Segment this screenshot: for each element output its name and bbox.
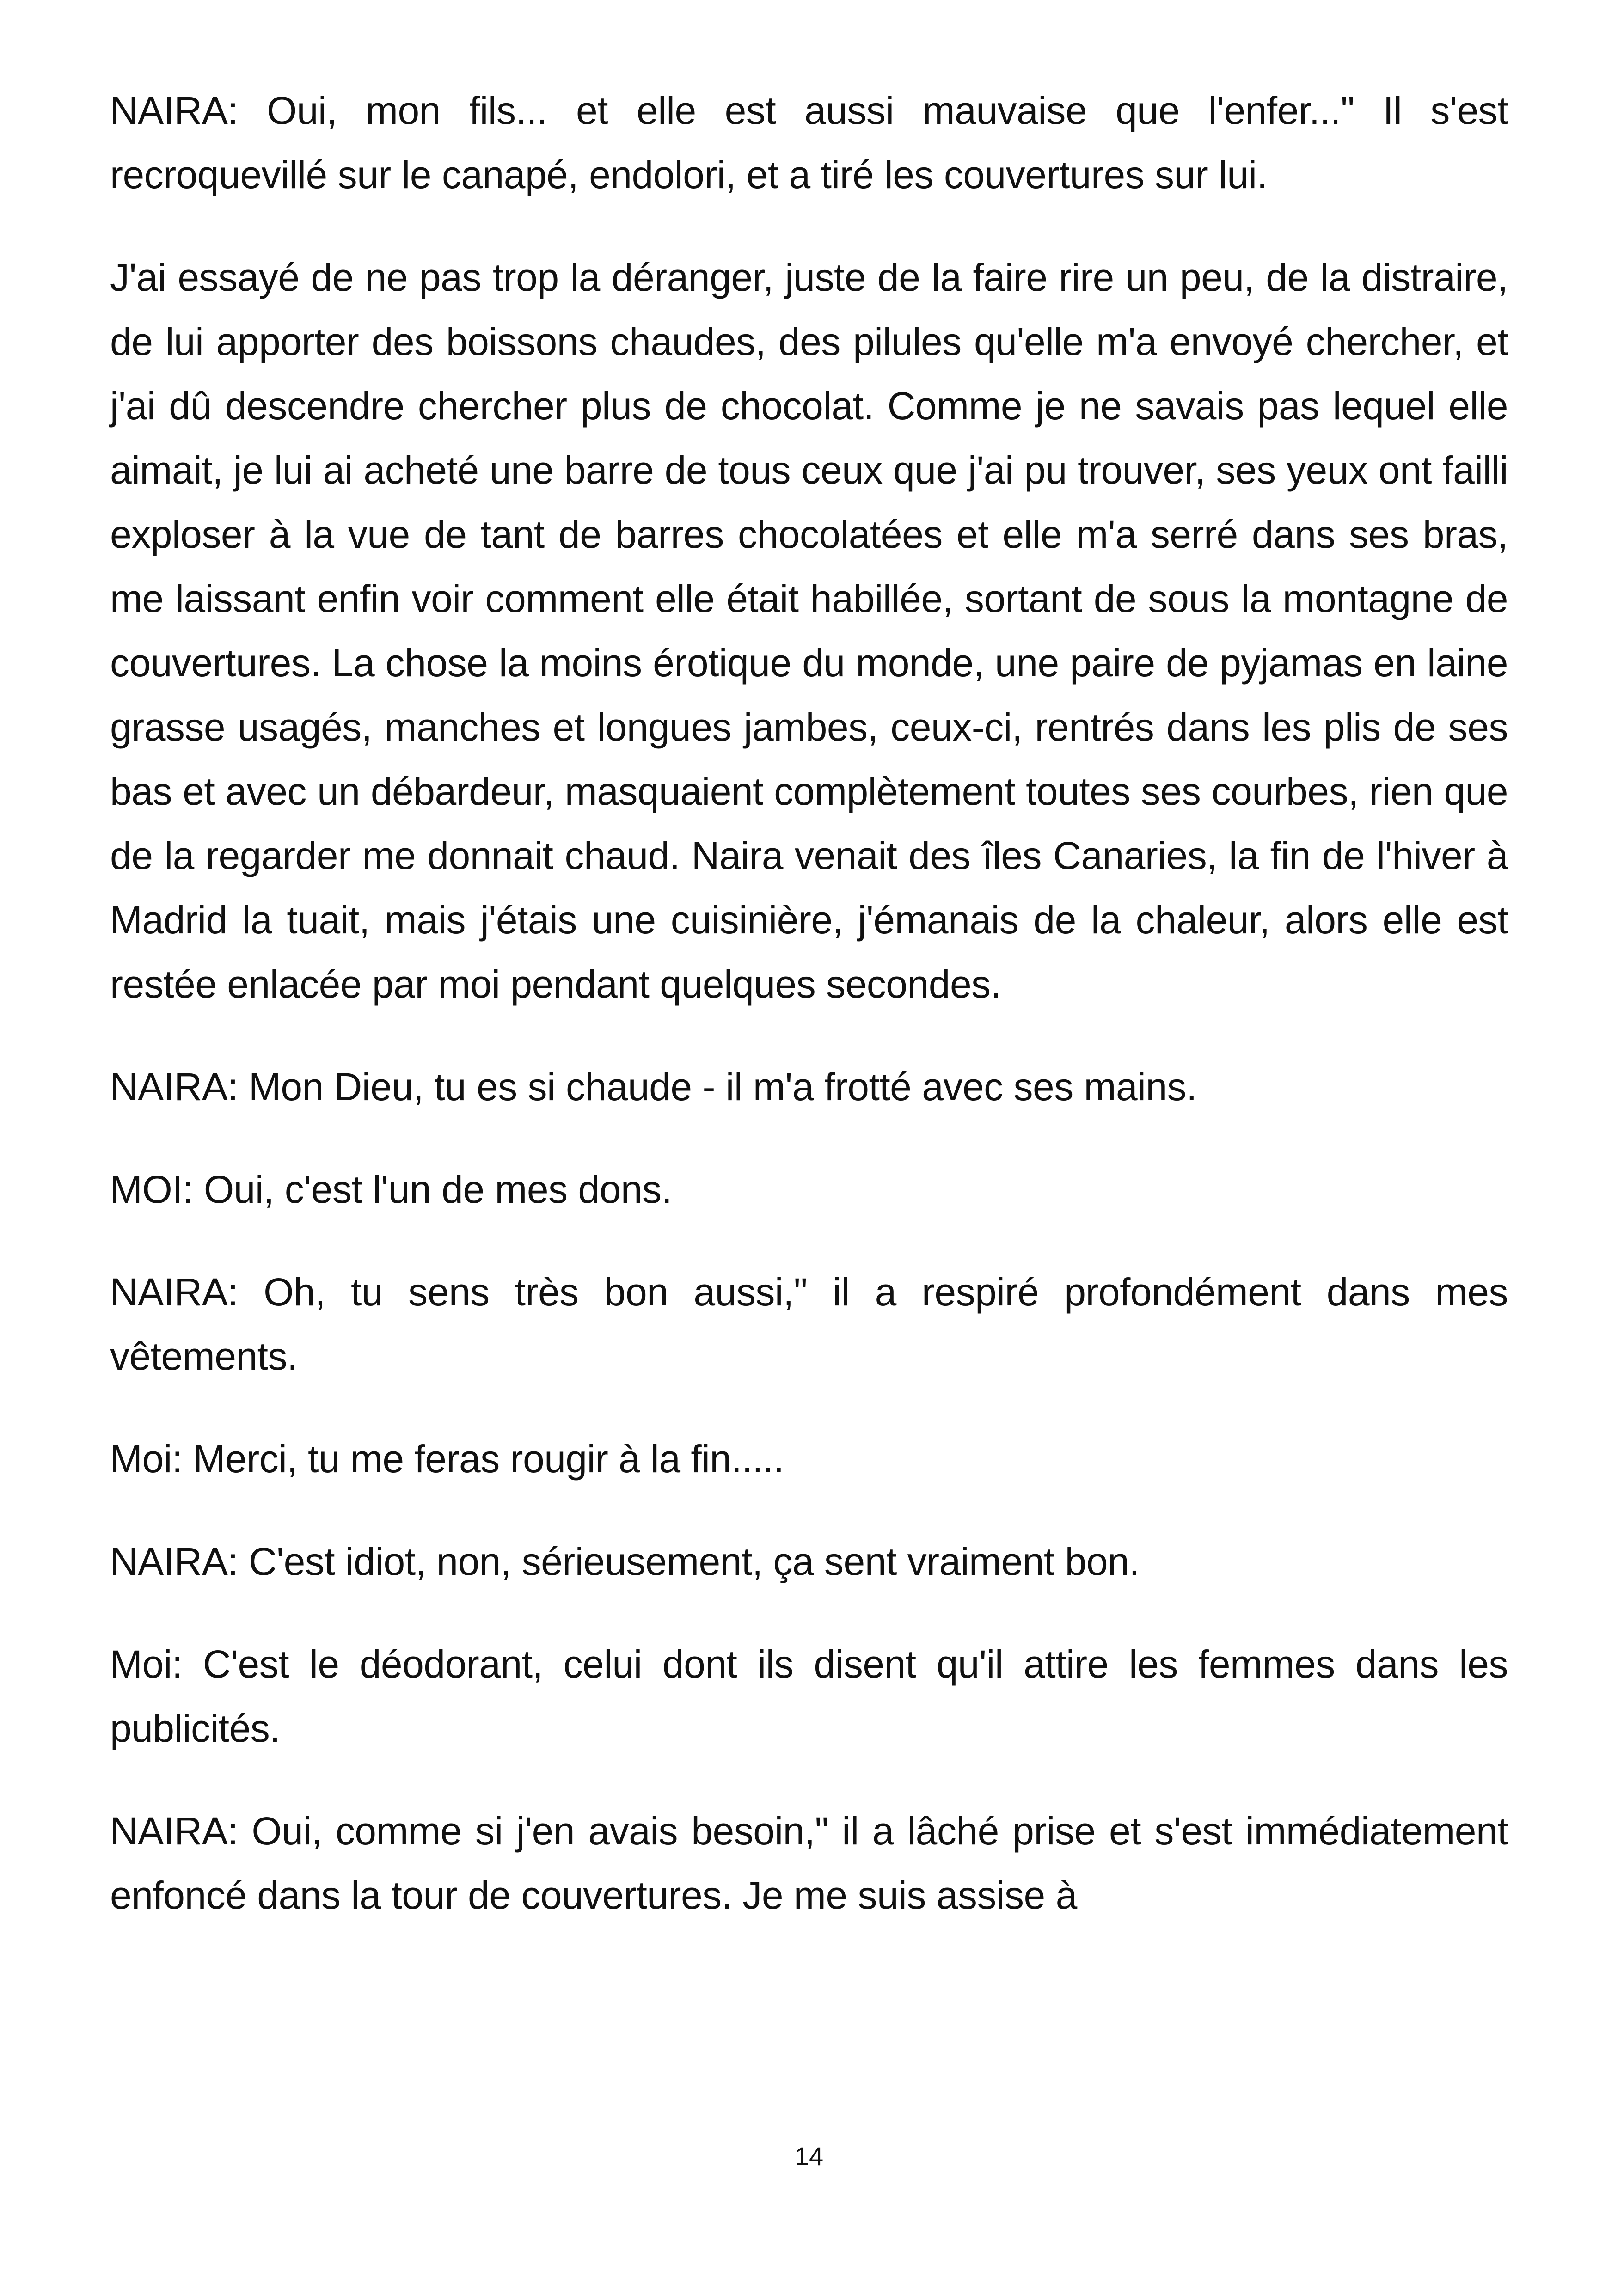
paragraph-6: Moi: Merci, tu me feras rougir à la fin.....	[110, 1437, 784, 1481]
paragraph-3: NAIRA: Mon Dieu, tu es si chaude - il m'a frotté avec ses mains.	[110, 1065, 1197, 1108]
paragraph-9: NAIRA: Oui, comme si j'en avais besoin," il a lâché prise et s'est immédiatement enfoncé dans la tour de couvertures. Je me suis assise à	[110, 1809, 1508, 1917]
paragraph-8: Moi: C'est le déodorant, celui dont ils disent qu'il attire les femmes dans les publicités.	[110, 1642, 1508, 1750]
paragraph-7: NAIRA: C'est idiot, non, sérieusement, ça sent vraiment bon.	[110, 1540, 1140, 1583]
page-number: 14	[794, 2142, 824, 2171]
paragraph-1: NAIRA: Oui, mon fils... et elle est aussi mauvaise que l'enfer..." Il s'est recroquevillé sur le canapé, endolori, et a tiré les couvertures sur lui.	[110, 89, 1508, 196]
paragraph-2: J'ai essayé de ne pas trop la déranger, juste de la faire rire un peu, de la distraire, de lui apporter des boissons chaudes, des pilules qu'elle m'a envoyé chercher, et j'ai dû descendre chercher plus de chocolat. Comme je ne savais pas lequel elle aimait, je lui ai acheté une barre de tous ceux que j'ai pu trouver, ses yeux ont failli exploser à la vue de tant de barres chocolatées et elle m'a serré dans ses bras, me laissant enfin voir comment elle était habillée, sortant de sous la montagne de couvertures. La chose la moins érotique du monde, une paire de pyjamas en laine grasse usagés, manches et longues jambes, ceux-ci, rentrés dans les plis de ses bas et avec un débardeur, masquaient complètement toutes ses courbes, rien que de la regarder me donnait chaud. Naira venait des îles Canaries, la fin de l'hiver à Madrid la tuait, mais j'étais une cuisinière, j'émanais de la chaleur, alors elle est restée enlacée par moi pendant quelques secondes.	[110, 256, 1508, 1006]
paragraph-5: NAIRA: Oh, tu sens très bon aussi," il a respiré profondément dans mes vêtements.	[110, 1270, 1508, 1378]
body-text	[110, 79, 1508, 1966]
paragraph-4: MOI: Oui, c'est l'un de mes dons.	[110, 1168, 672, 1211]
